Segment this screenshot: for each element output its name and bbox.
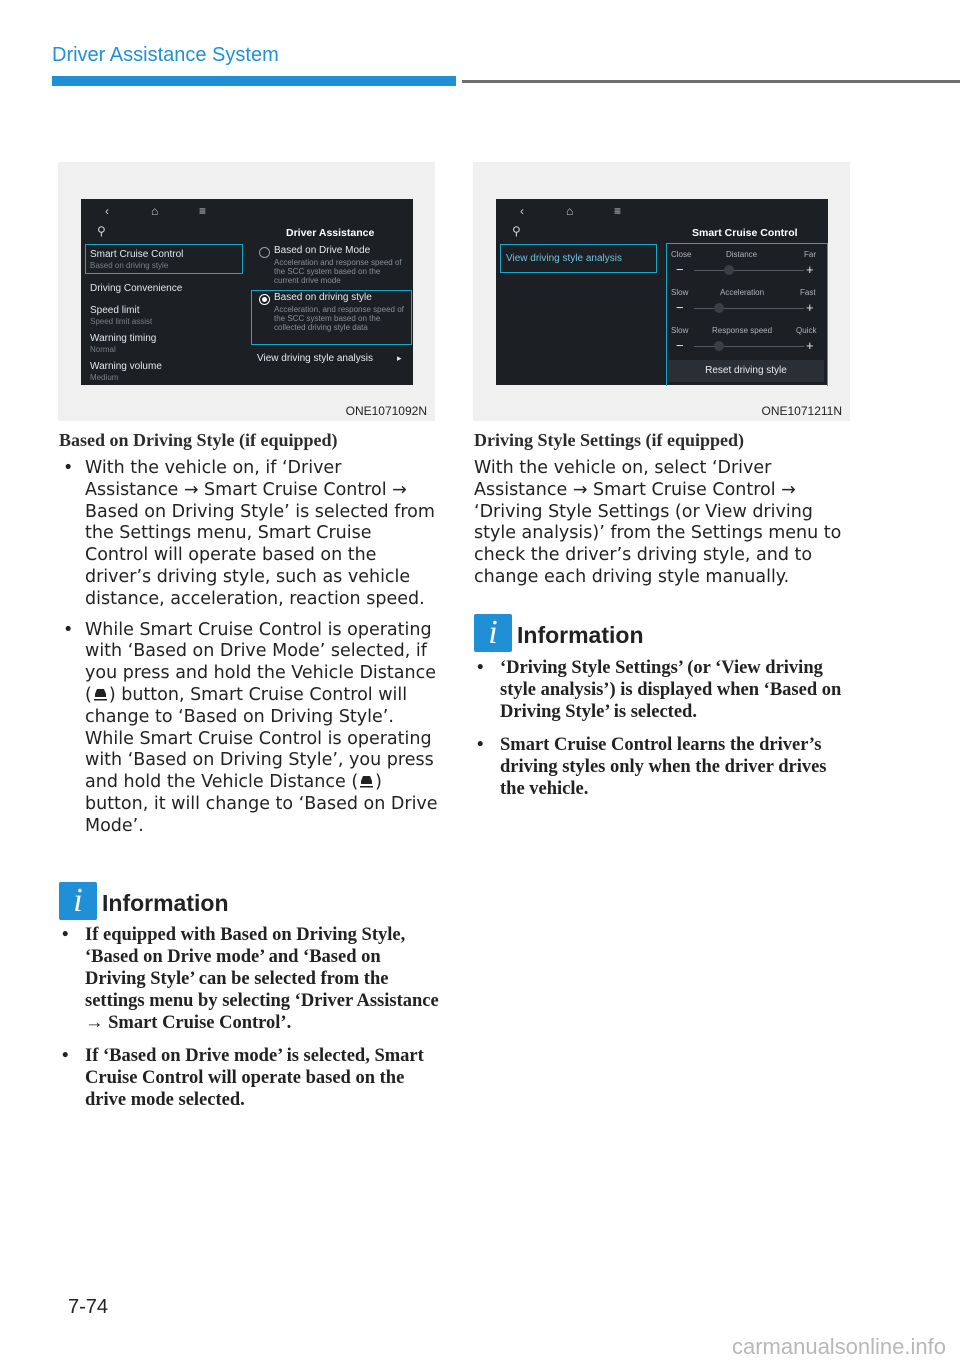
figure-driver-assistance <box>58 162 435 421</box>
slider-acceleration-right: Fast <box>800 288 816 297</box>
figure-smart-cruise-control <box>473 162 850 421</box>
vehicle-distance-icon <box>358 772 375 789</box>
screen-title: Driver Assistance <box>286 227 375 239</box>
back-icon: ‹ <box>520 204 524 218</box>
right-body: With the vehicle on, select ‘Driver Assistance → Smart Cruise Control → ‘Driving Style Settings (or View driving style analysis)’ from the Settings menu to check the driver’s driving style, and to change each driving style manually. <box>474 458 842 587</box>
minus-icon: − <box>676 338 684 353</box>
menu-icon: ≡ <box>614 204 622 218</box>
minus-icon: − <box>676 300 684 315</box>
header-divider <box>462 80 960 83</box>
menu-item-scc: Smart Cruise Control Based on driving style <box>90 249 184 270</box>
link-view-analysis: View driving style analysis <box>257 353 373 364</box>
watermark: carmanualsonline.info <box>731 1334 946 1359</box>
heading-driving-style-settings: Driving Style Settings (if equipped) <box>474 430 745 450</box>
screen-driver-assistance <box>81 199 413 385</box>
header-accent-bar <box>52 76 456 86</box>
menu-item-speed-limit: Speed limit Speed limit assist <box>90 305 153 326</box>
home-icon: ⌂ <box>151 204 159 218</box>
plus-icon: + <box>806 300 814 315</box>
list-item: • ‘Driving Style Settings’ (or ‘View driving style analysis’) is displayed when ‘Based on Driving Style’ is selected. <box>474 657 850 723</box>
slider-track <box>694 308 804 309</box>
back-icon: ‹ <box>105 204 109 218</box>
search-icon: ⚲ <box>512 224 521 238</box>
screen-smart-cruise-control <box>496 199 828 385</box>
radio-driving-style <box>259 294 270 305</box>
list-item: • If ‘Based on Drive mode’ is selected, Smart Cruise Control will operate based on the drive mode selected. <box>59 1045 439 1111</box>
info-list-right <box>474 657 850 811</box>
home-icon: ⌂ <box>566 204 574 218</box>
figure-code: ONE1071092N <box>345 404 427 418</box>
info-list-left <box>59 924 439 1122</box>
vehicle-distance-icon <box>92 685 109 702</box>
heading-based-on-driving-style: Based on Driving Style (if equipped) <box>59 430 338 450</box>
info-title: Information <box>102 890 229 916</box>
option-driving-style: Based on driving style Acceleration, and response speed of the SCC system based on the collected driving style data <box>274 292 404 332</box>
menu-item-view-analysis: View driving style analysis <box>506 253 622 264</box>
left-body <box>59 458 439 847</box>
slider-distance-left: Close <box>671 250 692 259</box>
list-item: • If equipped with Based on Driving Style, ‘Based on Drive mode’ and ‘Based on Driving Style’ can be selected from the settings menu by selecting ‘Driver Assistance → Smart Cruise Control’. <box>59 924 439 1034</box>
section-title: Driver Assistance System <box>52 44 279 66</box>
slider-response-right: Quick <box>796 326 817 335</box>
page-number: 7-74 <box>68 1296 109 1318</box>
menu-item-warning-timing: Warning timing Normal <box>90 333 157 354</box>
slider-knob <box>724 265 734 275</box>
slider-distance-right: Far <box>804 250 816 259</box>
slider-distance-center: Distance <box>726 250 758 259</box>
slider-track <box>694 270 804 271</box>
list-item: • While Smart Cruise Control is operating with ‘Based on Drive Mode’ selected, if you press and hold the Vehicle Distance ( ) button, Smart Cruise Control will change to ‘Based on Driving Style’. While Smart Cruise Control is operating with ‘Based on Driving Style’, you press and hold the Vehicle Distance ( ) button, it will change to ‘Based on Drive Mode’. <box>59 620 439 838</box>
reset-driving-style-button: Reset driving style <box>668 360 824 382</box>
list-item: • With the vehicle on, if ‘Driver Assistance → Smart Cruise Control → Based on Driving Style’ is selected from the Settings menu, Smart Cruise Control will operate based on the driver’s driving style, such as vehicle distance, acceleration, reaction speed. <box>59 458 439 611</box>
slider-track <box>694 346 804 347</box>
chevron-right-icon: ▸ <box>397 353 402 363</box>
option-drive-mode: Based on Drive Mode Acceleration and response speed of the SCC system based on the current drive mode <box>274 245 402 285</box>
menu-icon: ≡ <box>199 204 207 218</box>
slider-acceleration-left: Slow <box>671 288 689 297</box>
radio-drive-mode <box>259 247 270 258</box>
slider-knob <box>714 303 724 313</box>
menu-item-warning-volume: Warning volume Medium <box>90 361 162 382</box>
minus-icon: − <box>676 262 684 277</box>
plus-icon: + <box>806 262 814 277</box>
search-icon: ⚲ <box>97 224 106 238</box>
info-title: Information <box>517 622 644 648</box>
slider-acceleration-center: Acceleration <box>720 288 765 297</box>
slider-response-center: Response speed <box>712 326 773 335</box>
plus-icon: + <box>806 338 814 353</box>
slider-response-left: Slow <box>671 326 689 335</box>
menu-item-driving-convenience: Driving Convenience <box>90 283 183 294</box>
info-icon: i <box>474 614 512 652</box>
screen-title: Smart Cruise Control <box>692 227 798 239</box>
figure-code: ONE1071211N <box>761 404 842 418</box>
slider-knob <box>714 341 724 351</box>
info-icon: i <box>59 882 97 920</box>
list-item: • Smart Cruise Control learns the driver’s driving styles only when the driver drives the vehicle. <box>474 734 850 800</box>
